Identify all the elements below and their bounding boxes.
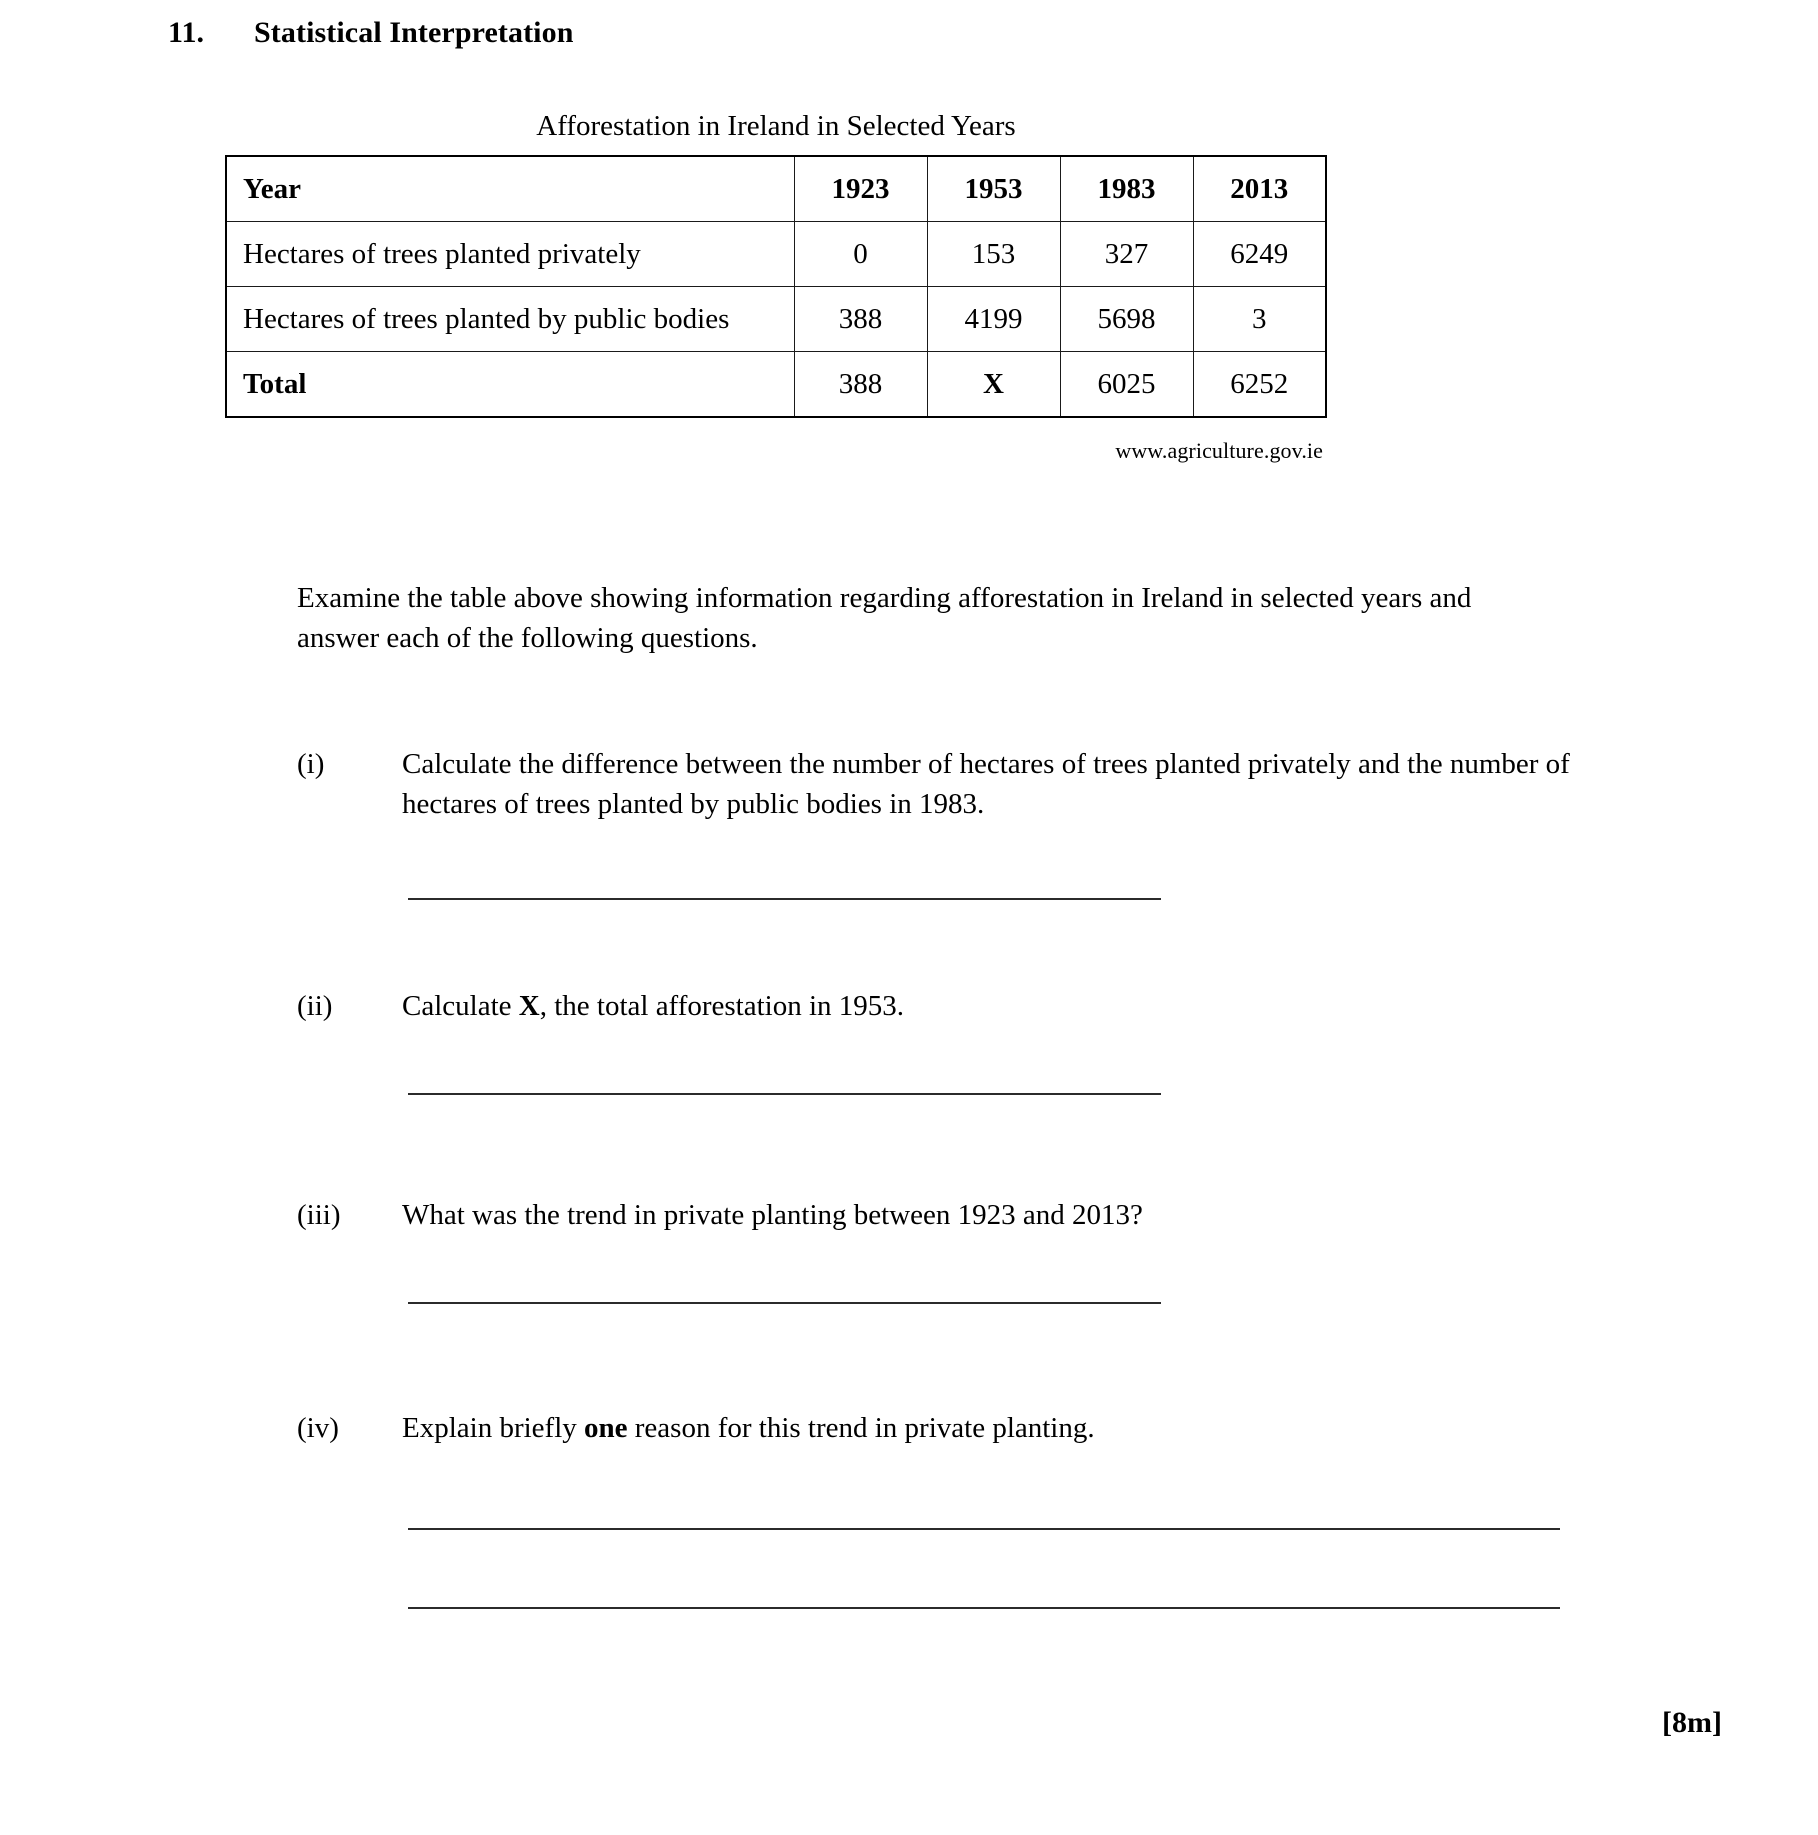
table-row — [226, 352, 1326, 418]
table-caption: Afforestation in Ireland in Selected Years — [536, 110, 1016, 142]
table-header-row — [226, 156, 1326, 222]
question-text-iv — [402, 1408, 1447, 1448]
question-marker-ii: (ii) — [297, 990, 333, 1022]
question-marker-i: (i) — [297, 748, 325, 780]
question-text-iv-emphasis: one — [584, 1412, 628, 1444]
answer-line-iv-2[interactable] — [408, 1607, 1560, 1609]
question-text-ii — [402, 986, 1447, 1026]
question-number: 11. — [168, 16, 205, 49]
table-row — [226, 287, 1326, 352]
cell-private-1983: 327 — [1060, 222, 1193, 287]
question-text-ii-before: Calculate — [402, 990, 519, 1022]
header-cell-year: Year — [226, 156, 794, 222]
cell-private-1953: 153 — [927, 222, 1060, 287]
header-cell-1923: 1923 — [794, 156, 927, 222]
question-item-iii — [297, 1195, 1447, 1235]
row-label-public: Hectares of trees planted by public bodies — [226, 287, 794, 352]
row-label-total: Total — [226, 352, 794, 418]
cell-public-1923: 388 — [794, 287, 927, 352]
question-marker-iv: (iv) — [297, 1412, 339, 1444]
cell-private-2013: 6249 — [1193, 222, 1326, 287]
marks-indicator: [8m] — [1662, 1706, 1722, 1739]
table-source: www.agriculture.gov.ie — [1115, 438, 1323, 464]
question-text-i: Calculate the difference between the number of hectares of trees planted privately and the number of hectares of trees planted by public bodies in 1983. — [402, 748, 1570, 821]
question-item-i — [297, 744, 1617, 824]
instruction-paragraph: Examine the table above showing information regarding afforestation in Ireland in selected years and answer each of the following questions. — [297, 582, 1472, 655]
cell-public-1983: 5698 — [1060, 287, 1193, 352]
question-text-iv-after: reason for this trend in private planting. — [627, 1412, 1095, 1444]
cell-public-2013: 3 — [1193, 287, 1326, 352]
cell-private-1923: 0 — [794, 222, 927, 287]
row-label-private: Hectares of trees planted privately — [226, 222, 794, 287]
question-item-iv — [297, 1408, 1447, 1448]
question-item-ii — [297, 986, 1447, 1026]
header-cell-1953: 1953 — [927, 156, 1060, 222]
cell-total-1953: X — [927, 352, 1060, 418]
data-table-block — [225, 110, 1327, 464]
answer-line-ii[interactable] — [408, 1093, 1161, 1095]
cell-public-1953: 4199 — [927, 287, 1060, 352]
question-title: Statistical Interpretation — [254, 16, 574, 49]
afforestation-table — [225, 155, 1327, 418]
answer-line-iii[interactable] — [408, 1302, 1161, 1304]
answer-line-i[interactable] — [408, 898, 1161, 900]
question-text-iii: What was the trend in private planting between 1923 and 2013? — [402, 1199, 1143, 1231]
cell-total-1923: 388 — [794, 352, 927, 418]
question-text-iv-before: Explain briefly — [402, 1412, 585, 1444]
page-title — [168, 16, 574, 50]
cell-total-1983: 6025 — [1060, 352, 1193, 418]
cell-total-2013: 6252 — [1193, 352, 1326, 418]
header-cell-2013: 2013 — [1193, 156, 1326, 222]
question-marker-iii: (iii) — [297, 1199, 341, 1231]
answer-line-iv-1[interactable] — [408, 1528, 1560, 1530]
question-text-ii-after: , the total afforestation in 1953. — [539, 990, 905, 1022]
header-cell-1983: 1983 — [1060, 156, 1193, 222]
table-row — [226, 222, 1326, 287]
question-text-ii-emphasis: X — [518, 990, 540, 1022]
